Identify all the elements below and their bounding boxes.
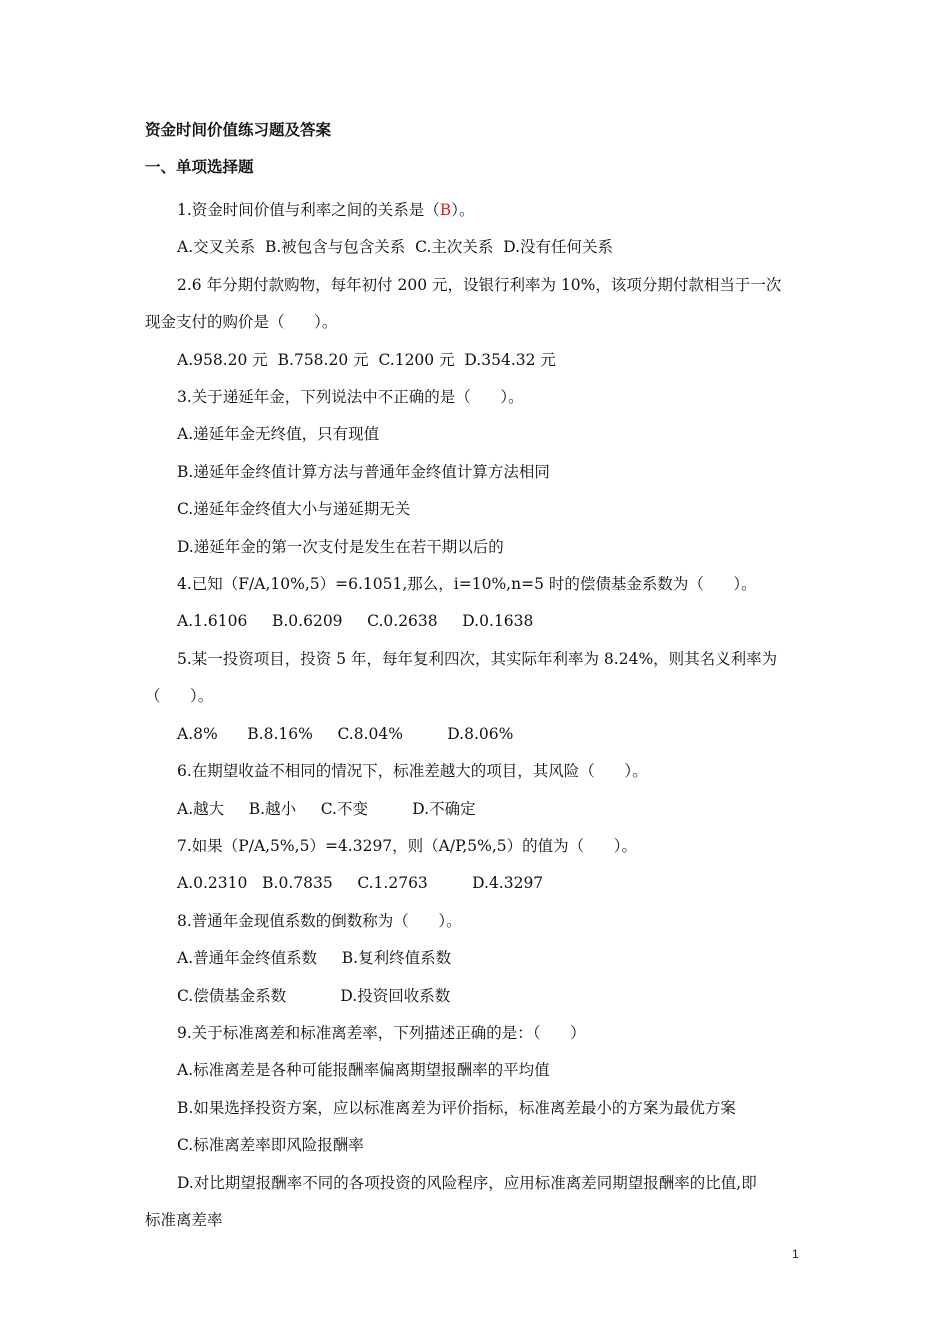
question-8-options-row1: A.普通年金终值系数 B.复利终值系数 bbox=[177, 949, 452, 968]
question-5-stem-line2: （ ）。 bbox=[145, 687, 214, 706]
question-1-stem bbox=[145, 192, 810, 229]
question-9-option-b: B.如果选择投资方案，应以标准离差为评价指标，标准离差最小的方案为最优方案 bbox=[177, 1098, 736, 1117]
question-2-stem-line2: 现金支付的购价是（ ）。 bbox=[145, 313, 338, 332]
question-3-option-d: D.递延年金的第一次支付是发生在若干期以后的 bbox=[177, 537, 504, 556]
question-3-option-a: A.递延年金无终值，只有现值 bbox=[177, 425, 380, 444]
question-3-stem: 3.关于递延年金，下列说法中不正确的是（ ）。 bbox=[177, 388, 524, 407]
question-9-stem: 9.关于标准离差和标准离差率，下列描述正确的是：（ ） bbox=[177, 1023, 586, 1042]
question-6-options: A.越大 B.越小 C.不变 D.不确定 bbox=[177, 799, 476, 818]
question-9-option-d-line2: 标准离差率 bbox=[145, 1210, 223, 1229]
question-7-stem: 7.如果（P/A,5%,5）=4.3297，则（A/P,5%,5）的值为（ ）。 bbox=[177, 836, 637, 855]
question-3-option-b: B.递延年金终值计算方法与普通年金终值计算方法相同 bbox=[177, 462, 550, 481]
question-9-option-d-line1: D.对比期望报酬率不同的各项投资的风险程序，应用标准离差同期望报酬率的比值,即 bbox=[177, 1173, 757, 1192]
question-2-options: A.958.20 元 B.758.20 元 C.1200 元 D.354.32 元 bbox=[177, 350, 556, 369]
question-8-stem: 8.普通年金现值系数的倒数称为（ ）。 bbox=[177, 911, 462, 930]
document-content bbox=[145, 118, 810, 1239]
question-4-options: A.1.6106 B.0.6209 C.0.2638 D.0.1638 bbox=[177, 612, 534, 631]
document-title: 资金时间价值练习题及答案 bbox=[145, 121, 332, 139]
question-2-stem-line1: 2.6 年分期付款购物，每年初付 200 元，设银行利率为 10%，该项分期付款相当于一次 bbox=[177, 275, 782, 294]
question-5-options: A.8% B.8.16% C.8.04% D.8.06% bbox=[177, 724, 514, 743]
page-number: 1 bbox=[792, 1247, 799, 1261]
question-9-option-a: A.标准离差是各种可能报酬率偏离期望报酬率的平均值 bbox=[177, 1061, 550, 1080]
question-1-answer: B bbox=[439, 201, 452, 219]
question-3-option-c: C.递延年金终值大小与递延期无关 bbox=[177, 500, 411, 519]
question-8-options-row2: C.偿债基金系数 D.投资回收系数 bbox=[177, 986, 451, 1005]
question-4-stem: 4.已知（F/A,10%,5）=6.1051,那么，i=10%,n=5 时的偿债基金系数为（ ）。 bbox=[177, 575, 757, 594]
question-1-options: A.交叉关系 B.被包含与包含关系 C.主次关系 D.没有任何关系 bbox=[177, 238, 614, 257]
question-1-text-end: ）。 bbox=[451, 201, 475, 219]
section-heading: 一、单项选择题 bbox=[145, 158, 254, 176]
question-7-options: A.0.2310 B.0.7835 C.1.2763 D.4.3297 bbox=[177, 874, 544, 893]
question-5-stem-line1: 5.某一投资项目，投资 5 年，每年复利四次，其实际年利率为 8.24%，则其名义利率为 bbox=[177, 649, 778, 668]
question-6-stem: 6.在期望收益不相同的情况下，标准差越大的项目，其风险（ ）。 bbox=[177, 762, 648, 781]
question-1-text: 1.资金时间价值与利率之间的关系是（ bbox=[177, 201, 440, 219]
question-9-option-c: C.标准离差率即风险报酬率 bbox=[177, 1136, 364, 1155]
